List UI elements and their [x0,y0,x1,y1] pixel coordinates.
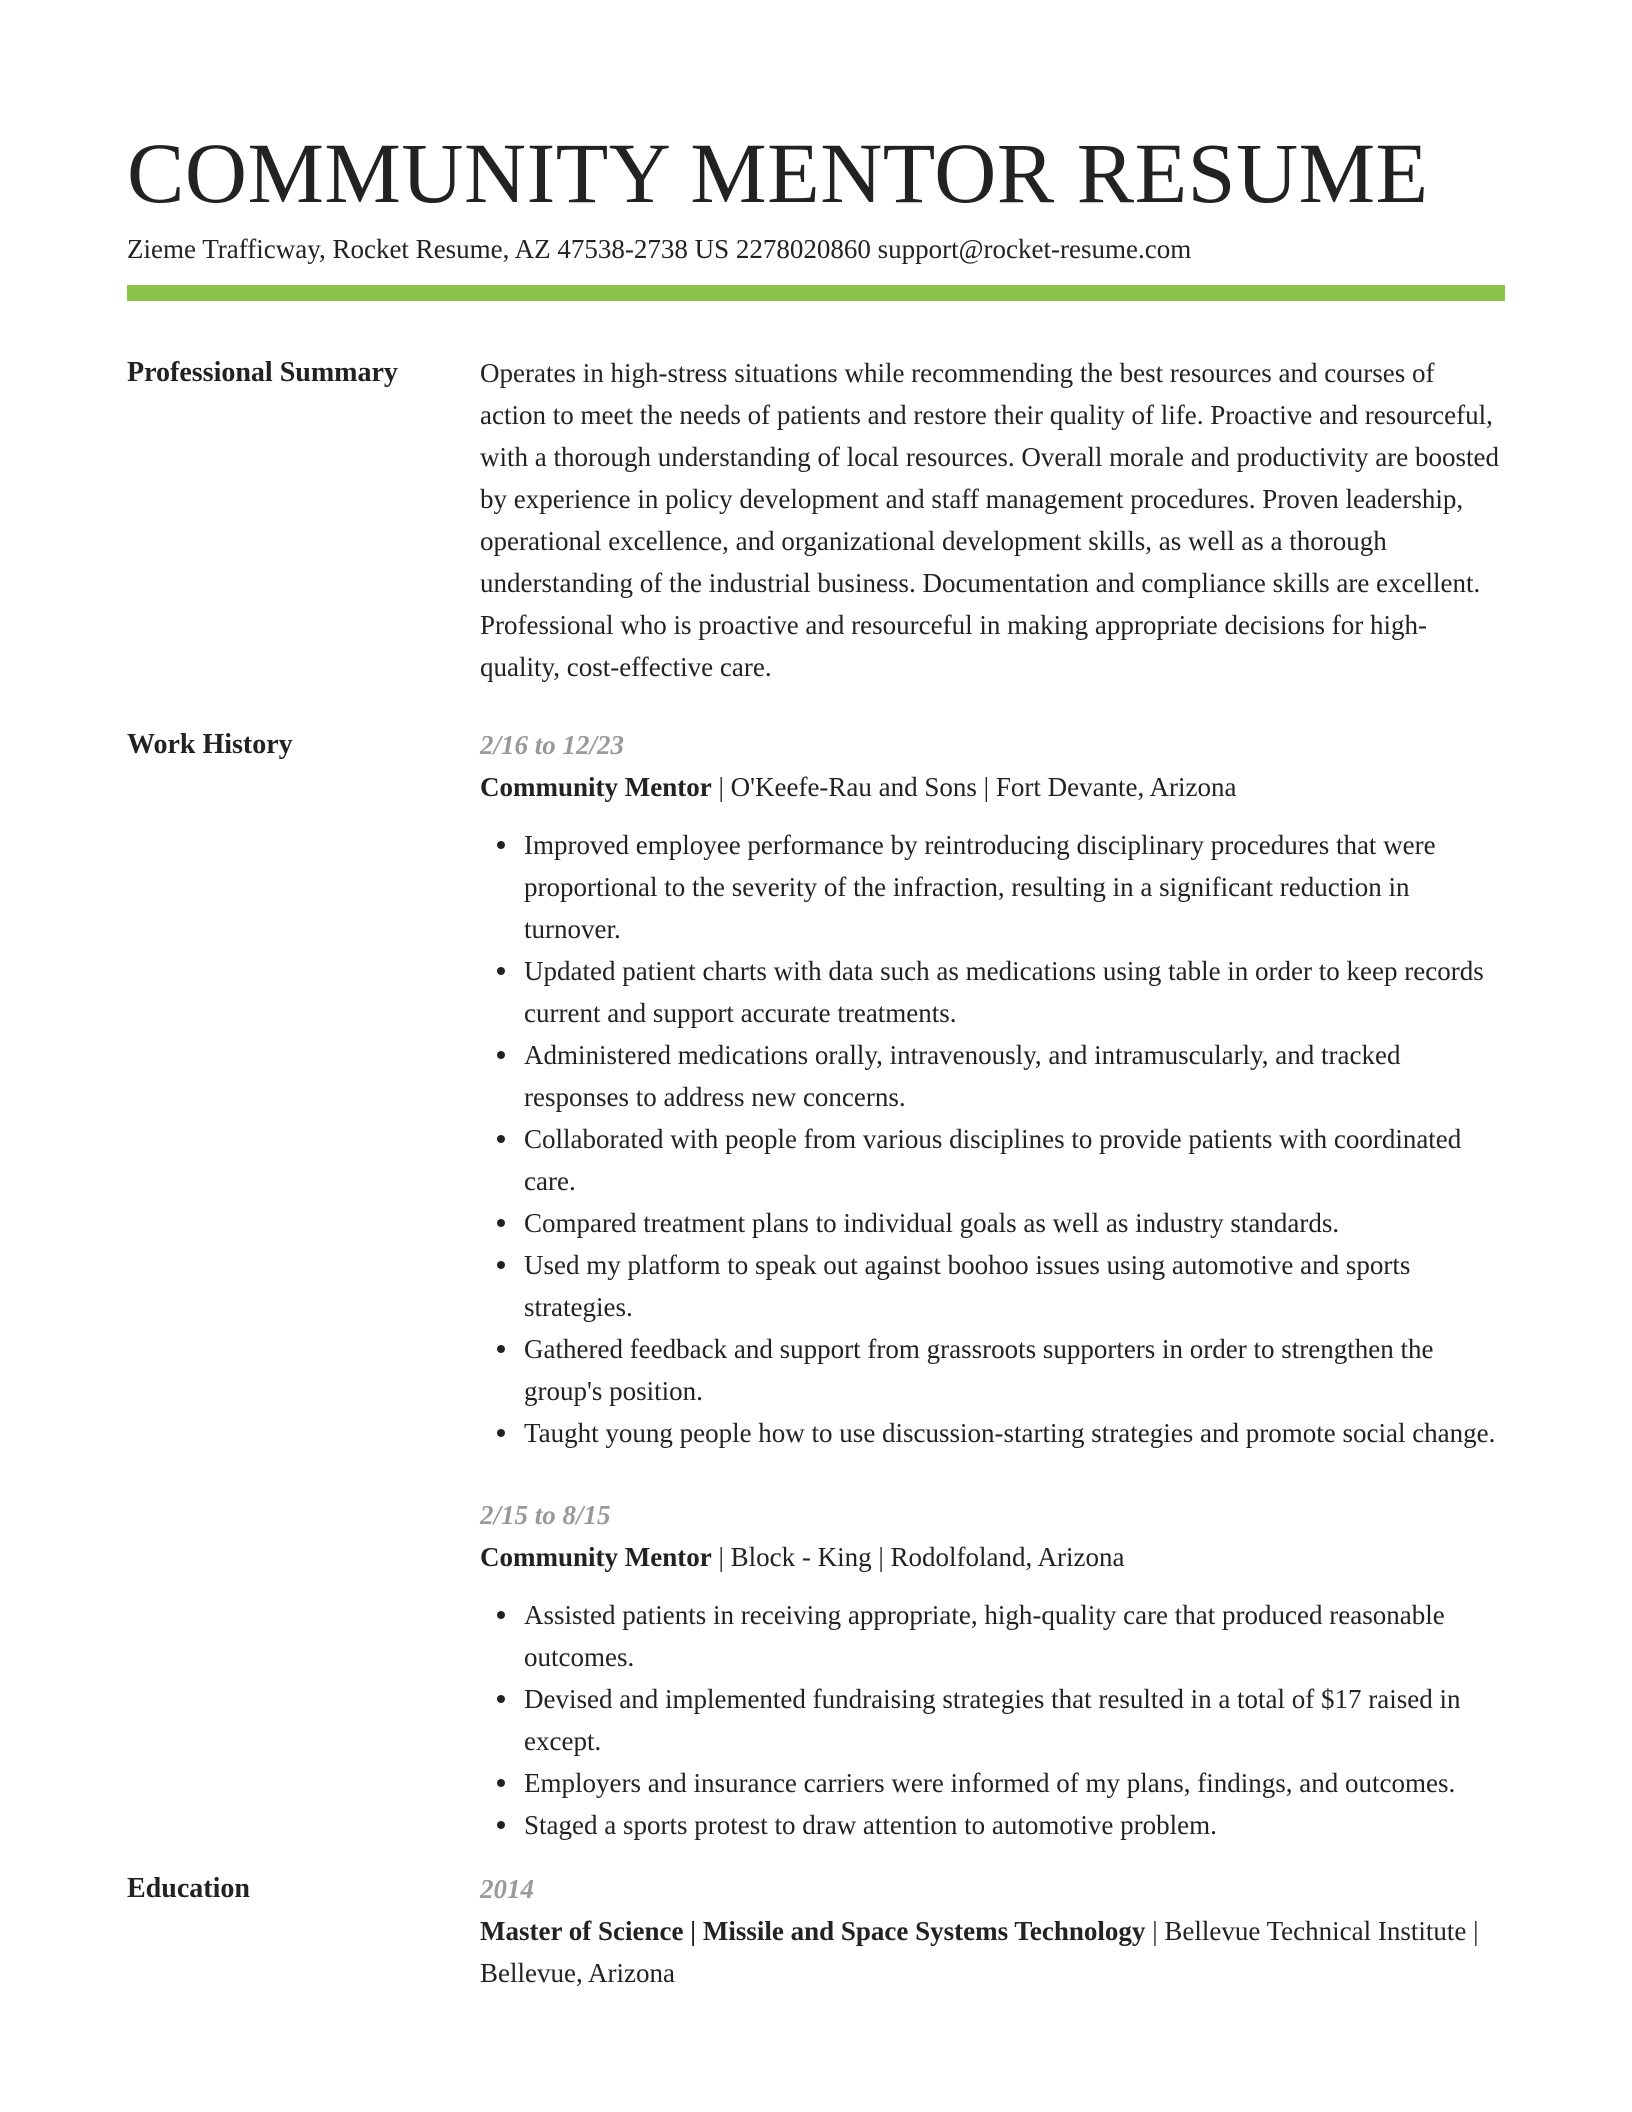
job-heading [480,1536,1505,1578]
job-bullets [480,1594,1505,1846]
section-label-work: Work History [127,729,293,760]
section-education [127,1868,1505,1994]
job-bullets [480,824,1505,1454]
section-professional-summary [127,352,1505,688]
job-employer-location: | Block - King | Rodolfoland, Arizona [711,1542,1125,1572]
education-degree: Master of Science | Missile and Space Systems Technology [480,1916,1146,1946]
accent-divider [127,285,1505,301]
list-item: Devised and implemented fundraising strategies that resulted in a total of $17 raised in except. [524,1678,1505,1762]
resume-content [127,352,1505,1994]
list-item: Updated patient charts with data such as medications using table in order to keep records current and support accurate treatments. [524,950,1505,1034]
summary-text: Operates in high-stress situations while recommending the best resources and courses of action to meet the needs of patients and restore their quality of life. Proactive and resourceful, with a thorough understanding of local resources. Overall morale and productivity are boosted by experience in policy development and staff management procedures. Proven leadership, operational excellence, and organizational development skills, as well as a thorough understanding of the industrial business. Documentation and compliance skills are excellent. Professional who is proactive and resourceful in making appropriate decisions for high-quality, cost-effective care. [480,358,1499,682]
job-dates: 2/15 to 8/15 [480,1500,611,1530]
list-item: Staged a sports protest to draw attention to automotive problem. [524,1804,1505,1846]
list-item: Collaborated with people from various disciplines to provide patients with coordinated care. [524,1118,1505,1202]
education-heading [480,1910,1505,1994]
section-work-history [127,724,1505,1846]
job-entry [480,1494,1505,1846]
education-body [480,1868,1505,1994]
section-label-education: Education [127,1873,250,1904]
job-dates: 2/16 to 12/23 [480,730,625,760]
contact-line: Zieme Trafficway, Rocket Resume, AZ 47538-2738 US 2278020860 support@rocket-resume.com [127,234,1192,264]
job-title: Community Mentor [480,772,712,802]
education-school-location: | Bellevue Technical Institute | Bellevue, Arizona [480,1916,1479,1988]
job-heading [480,766,1505,808]
list-item: Gathered feedback and support from grassroots supporters in order to strengthen the group's position. [524,1328,1505,1412]
list-item: Employers and insurance carriers were informed of my plans, findings, and outcomes. [524,1762,1505,1804]
education-year: 2014 [480,1874,534,1904]
job-entry [480,724,1505,1454]
work-body [480,724,1505,1846]
summary-body [480,352,1505,688]
list-item: Compared treatment plans to individual goals as well as industry standards. [524,1202,1505,1244]
section-label-summary: Professional Summary [127,357,398,388]
job-employer-location: | O'Keefe-Rau and Sons | Fort Devante, Arizona [711,772,1237,802]
list-item: Improved employee performance by reintroducing disciplinary procedures that were proportional to the severity of the infraction, resulting in a significant reduction in turnover. [524,824,1505,950]
list-item: Assisted patients in receiving appropriate, high-quality care that produced reasonable outcomes. [524,1594,1505,1678]
resume-title: COMMUNITY MENTOR RESUME [127,125,1429,221]
list-item: Administered medications orally, intravenously, and intramuscularly, and tracked responses to address new concerns. [524,1034,1505,1118]
list-item: Used my platform to speak out against boohoo issues using automotive and sports strategies. [524,1244,1505,1328]
list-item: Taught young people how to use discussion-starting strategies and promote social change. [524,1412,1505,1454]
job-title: Community Mentor [480,1542,712,1572]
